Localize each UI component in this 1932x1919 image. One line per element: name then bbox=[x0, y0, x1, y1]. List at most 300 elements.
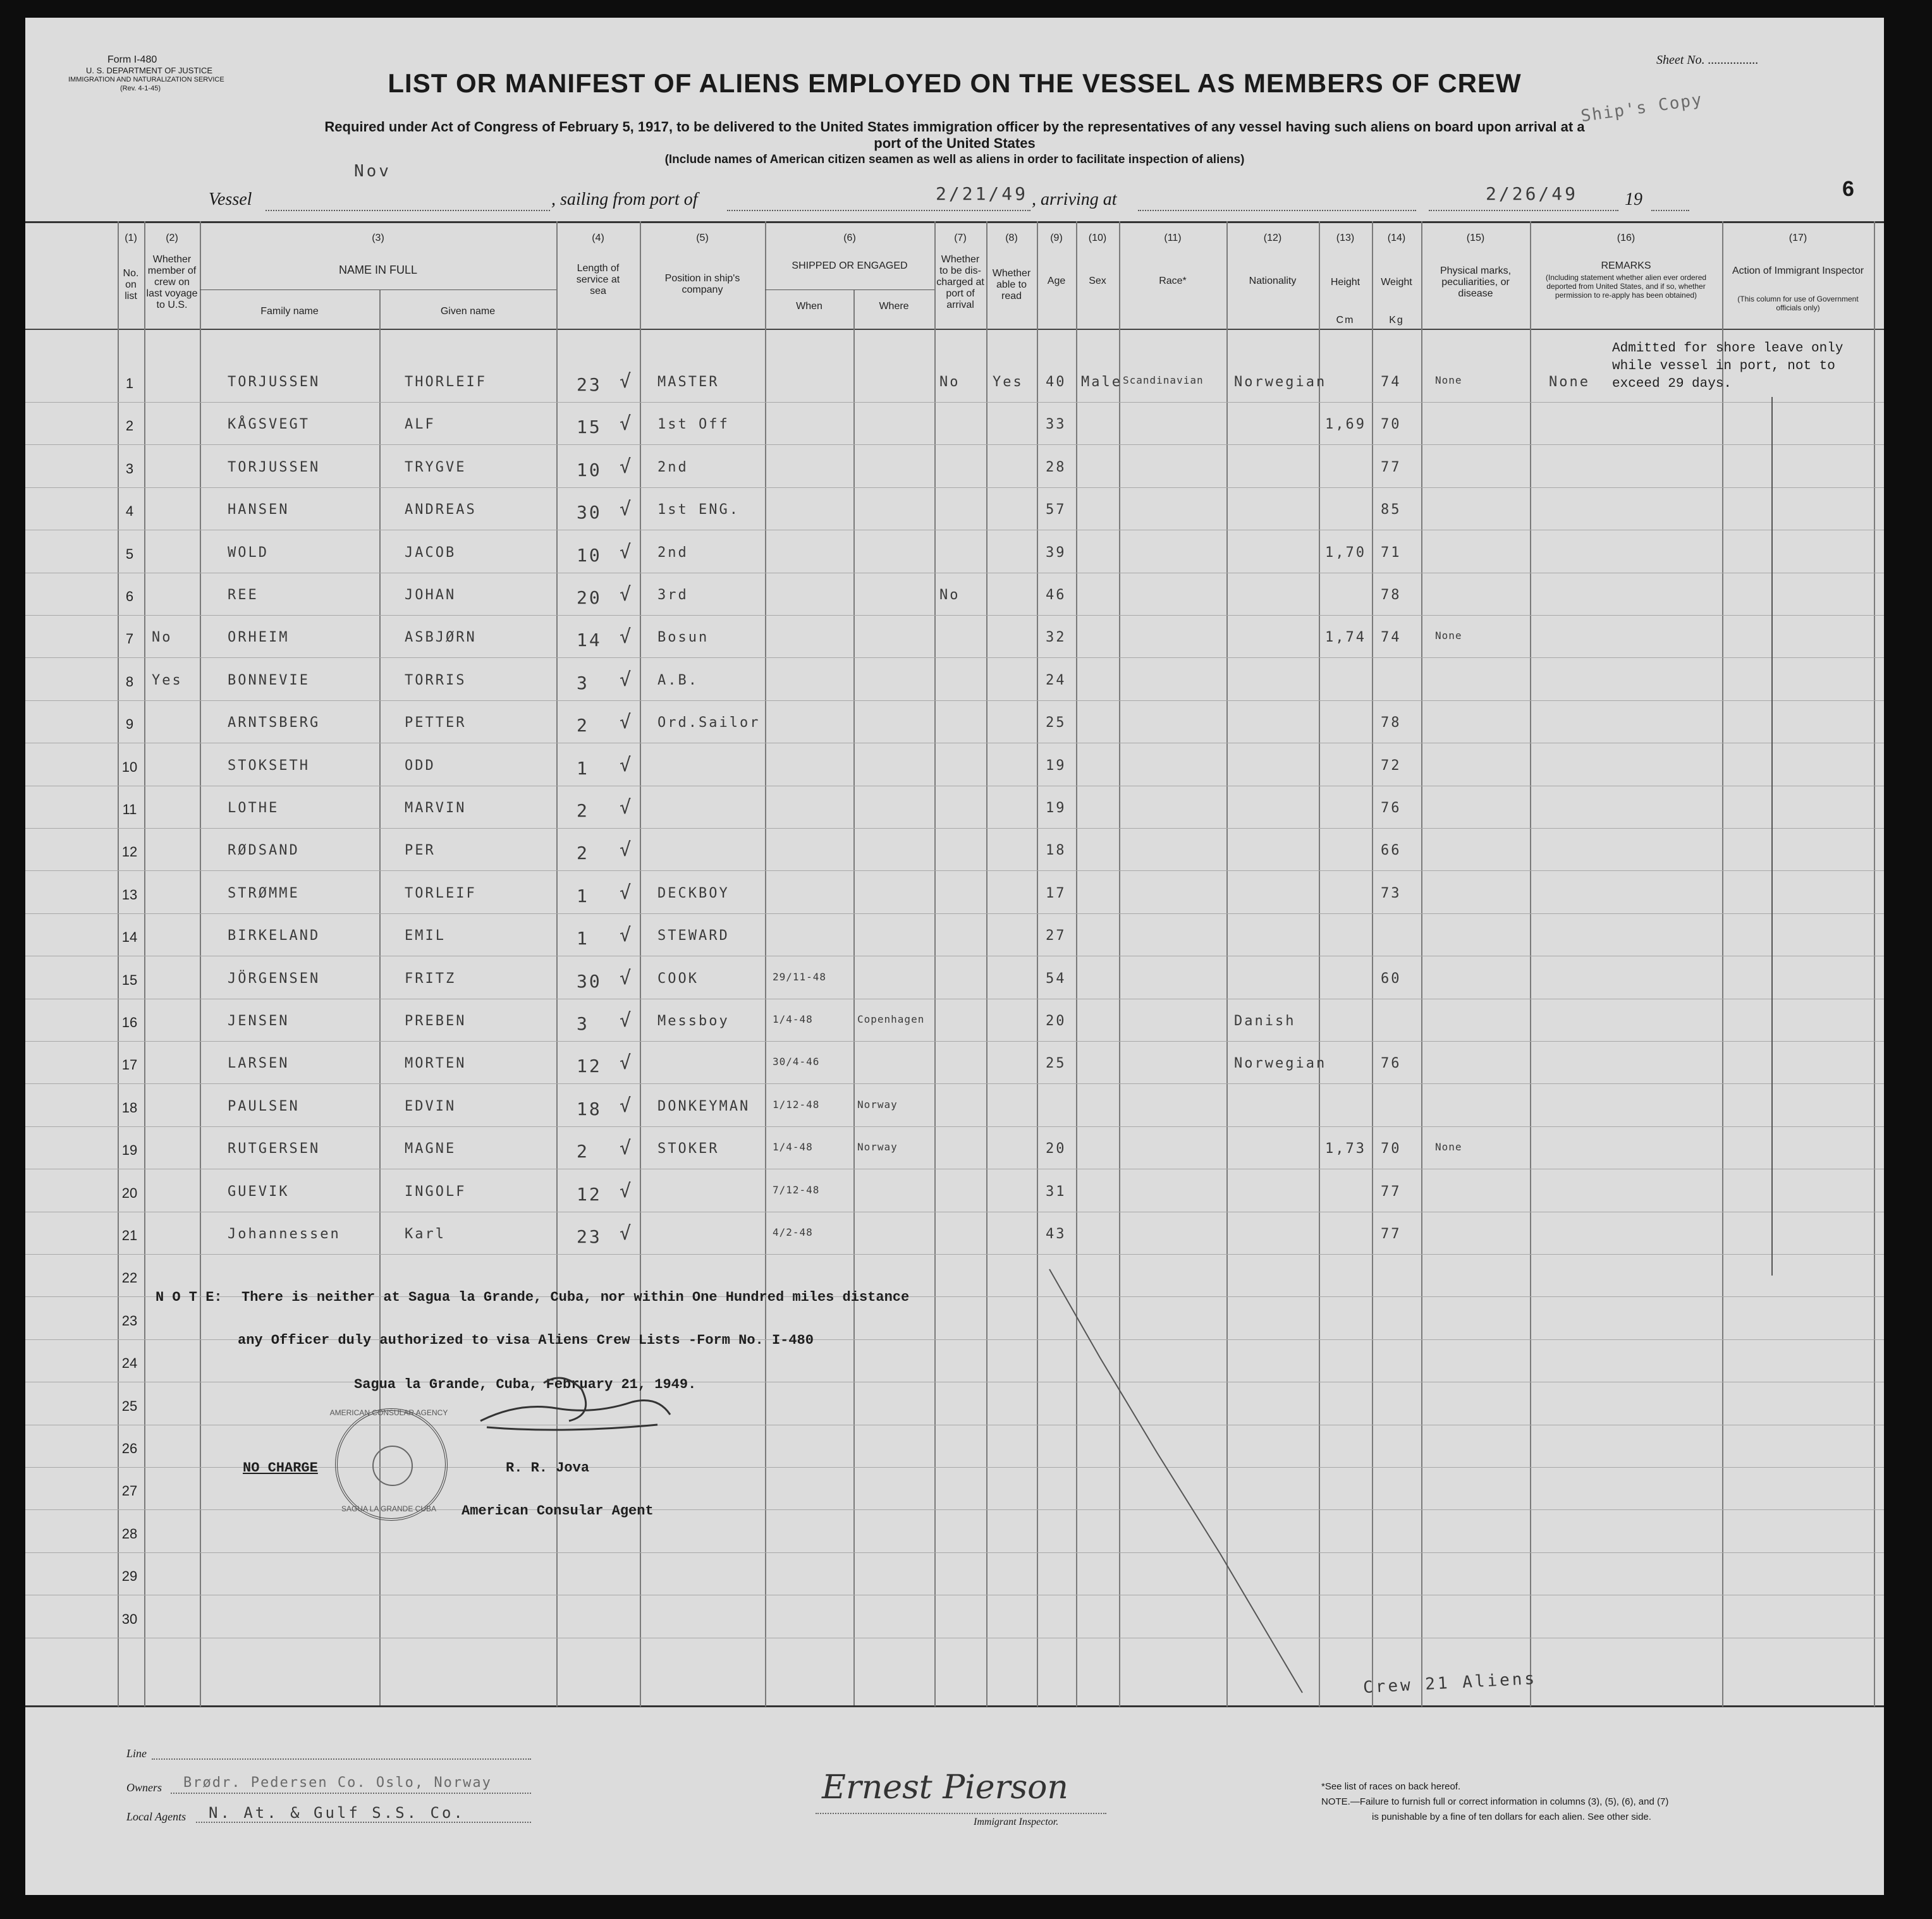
row-number: 1 bbox=[125, 375, 134, 391]
cell-age: 20 bbox=[1046, 1141, 1067, 1157]
cell-weight: 70 bbox=[1381, 417, 1402, 433]
cell-service: 12 bbox=[577, 1056, 602, 1077]
inspector-dotted bbox=[816, 1813, 1106, 1814]
cell-age: 19 bbox=[1046, 757, 1067, 774]
cell-age: 31 bbox=[1046, 1183, 1067, 1200]
ships-copy-note: Ship's Copy bbox=[1579, 90, 1704, 126]
service-check-mark: √ bbox=[620, 1179, 633, 1202]
row-number: 17 bbox=[121, 1057, 138, 1073]
arrival-date: 2/26/49 bbox=[1486, 183, 1579, 204]
cell-family: BONNEVIE bbox=[228, 672, 310, 688]
cell-given: TORRIS bbox=[405, 672, 467, 688]
year-label: 19 bbox=[1625, 190, 1642, 209]
service-check-mark: √ bbox=[620, 924, 633, 947]
service-check-mark: √ bbox=[620, 1094, 633, 1117]
cell-service: 30 bbox=[577, 502, 602, 523]
row-number: 27 bbox=[121, 1483, 138, 1499]
row-number: 9 bbox=[125, 716, 134, 733]
cell-family: HANSEN bbox=[228, 502, 290, 518]
service-label: IMMIGRATION AND NATURALIZATION SERVICE bbox=[68, 76, 224, 83]
cell-weight: 60 bbox=[1381, 970, 1402, 987]
col-10-number: (10) bbox=[1088, 233, 1107, 243]
cell-service: 23 bbox=[577, 374, 602, 395]
col-4-header: Length of service at sea bbox=[576, 263, 620, 296]
service-check-mark: √ bbox=[620, 839, 633, 862]
col-11-number: (11) bbox=[1164, 233, 1182, 243]
cell-given: PREBEN bbox=[405, 1013, 467, 1029]
cell-given: FRITZ bbox=[405, 970, 456, 987]
cell-service: 2 bbox=[577, 1141, 589, 1162]
col-8-number: (8) bbox=[1005, 233, 1018, 243]
cell-position: Ord.Sailor bbox=[657, 715, 761, 731]
line-label: Line bbox=[126, 1747, 147, 1760]
cell-when: 1/4-48 bbox=[773, 1013, 813, 1025]
cell-age: 17 bbox=[1046, 885, 1067, 901]
cell-family: GUEVIK bbox=[228, 1183, 290, 1200]
cell-family: REE bbox=[228, 587, 259, 603]
cell-given: PETTER bbox=[405, 715, 467, 731]
row-number: 8 bbox=[125, 673, 134, 690]
cell-position: STEWARD bbox=[657, 928, 730, 944]
cell-family: LARSEN bbox=[228, 1056, 290, 1072]
row-number: 21 bbox=[121, 1228, 138, 1243]
row-number: 15 bbox=[121, 972, 138, 988]
cell-service: 20 bbox=[577, 587, 602, 608]
row-number: 4 bbox=[125, 503, 134, 520]
consular-signature bbox=[468, 1364, 683, 1440]
cell-nationality: Danish bbox=[1234, 1013, 1296, 1029]
cell-where: Norway bbox=[857, 1141, 898, 1154]
cancel-line bbox=[1037, 1250, 1366, 1731]
cell-age: 19 bbox=[1046, 800, 1067, 816]
consular-title: American Consular Agent bbox=[462, 1503, 654, 1519]
cell-service: 23 bbox=[577, 1226, 602, 1247]
arriving-label: , arriving at bbox=[1032, 190, 1117, 209]
table-header-rule bbox=[25, 329, 1884, 330]
row-number: 24 bbox=[121, 1355, 138, 1372]
row-number: 18 bbox=[121, 1099, 138, 1116]
subtitle-line-3: (Include names of American citizen seamen as well as aliens in order to facilitate inspection of aliens) bbox=[664, 153, 1245, 166]
cell-weight: 78 bbox=[1381, 715, 1402, 731]
row-number: 11 bbox=[122, 801, 137, 817]
cell-family: STOKSETH bbox=[228, 757, 310, 774]
cell-weight: 85 bbox=[1381, 502, 1402, 518]
cell-position: 2nd bbox=[657, 459, 688, 475]
col-6-where-header: Where bbox=[879, 301, 909, 312]
cell-remarks: None bbox=[1549, 374, 1590, 390]
revision-label: (Rev. 4-1-45) bbox=[120, 85, 161, 92]
cell-position: COOK bbox=[657, 970, 699, 987]
cell-position: Bosun bbox=[657, 630, 709, 646]
cell-age: 25 bbox=[1046, 715, 1067, 731]
row-rule bbox=[25, 1552, 1884, 1553]
cell-given: ODD bbox=[405, 757, 436, 774]
cell-weight: 70 bbox=[1381, 1141, 1402, 1157]
cell-when: 1/12-48 bbox=[773, 1098, 820, 1111]
cell-service: 2 bbox=[577, 843, 589, 864]
cell-when: 30/4-46 bbox=[773, 1056, 820, 1068]
row-rule bbox=[25, 1126, 1884, 1127]
row-number: 12 bbox=[121, 844, 138, 860]
service-check-mark: √ bbox=[620, 498, 633, 521]
cell-marks: None bbox=[1435, 1141, 1462, 1154]
cell-family: STRØMME bbox=[228, 885, 300, 901]
cell-height: 1,74 bbox=[1325, 630, 1366, 646]
cell-age: 18 bbox=[1046, 843, 1067, 859]
col-12-number: (12) bbox=[1263, 233, 1282, 243]
cell-weight: 74 bbox=[1381, 374, 1402, 390]
cell-age: 39 bbox=[1046, 544, 1067, 561]
note-line-2: any Officer duly authorized to visa Aliens Crew Lists -Form No. I-480 bbox=[238, 1332, 814, 1348]
cell-given: TORLEIF bbox=[405, 885, 477, 901]
cell-family: JÖRGENSEN bbox=[228, 970, 321, 987]
cell-service: 2 bbox=[577, 715, 589, 736]
cell-service: 12 bbox=[577, 1183, 602, 1205]
cell-position: A.B. bbox=[657, 672, 699, 688]
cell-height: 1,69 bbox=[1325, 417, 1366, 433]
cell-age: 25 bbox=[1046, 1056, 1067, 1072]
cell-position: STOKER bbox=[657, 1141, 719, 1157]
cell-family: KÅGSVEGT bbox=[228, 417, 310, 433]
department-label: U. S. DEPARTMENT OF JUSTICE bbox=[86, 66, 213, 75]
cell-family: WOLD bbox=[228, 544, 269, 561]
cell-given: THORLEIF bbox=[405, 374, 487, 390]
manifest-sheet bbox=[25, 18, 1884, 1895]
col-13-number: (13) bbox=[1336, 233, 1355, 243]
cell-service: 2 bbox=[577, 800, 589, 821]
cell-family: PAULSEN bbox=[228, 1098, 300, 1114]
service-check-mark: √ bbox=[620, 1137, 633, 1160]
service-check-mark: √ bbox=[620, 1052, 633, 1075]
service-check-mark: √ bbox=[620, 753, 633, 776]
row-rule bbox=[25, 1509, 1884, 1510]
cell-age: 28 bbox=[1046, 459, 1067, 475]
service-check-mark: √ bbox=[620, 1222, 633, 1245]
cell-service: 15 bbox=[577, 417, 602, 438]
footer-note-3: is punishable by a fine of ten dollars for each alien. See other side. bbox=[1372, 1812, 1651, 1822]
cell-weight: 66 bbox=[1381, 843, 1402, 859]
cell-weight: 72 bbox=[1381, 757, 1402, 774]
row-rule bbox=[25, 700, 1884, 701]
subtitle-line-2: port of the United States bbox=[874, 135, 1036, 151]
cell-given: MAGNE bbox=[405, 1141, 456, 1157]
cell-given: MORTEN bbox=[405, 1056, 467, 1072]
cell-where: Copenhagen bbox=[857, 1013, 925, 1025]
cell-age: 43 bbox=[1046, 1226, 1067, 1242]
cell-service: 1 bbox=[577, 928, 589, 949]
row-number: 7 bbox=[125, 631, 134, 647]
cell-service: 10 bbox=[577, 544, 602, 566]
col-15-number: (15) bbox=[1466, 233, 1485, 243]
cell-given: ASBJØRN bbox=[405, 630, 477, 646]
service-check-mark: √ bbox=[620, 1009, 633, 1032]
service-check-mark: √ bbox=[620, 413, 633, 436]
cell-family: TORJUSSEN bbox=[228, 459, 321, 475]
cell-age: 27 bbox=[1046, 928, 1067, 944]
cell-position: 2nd bbox=[657, 544, 688, 561]
col-5-header: Position in ship's company bbox=[664, 273, 740, 295]
cell-age: 20 bbox=[1046, 1013, 1067, 1029]
row-rule bbox=[25, 1041, 1884, 1042]
cell-position: DECKBOY bbox=[657, 885, 730, 901]
col-16-header: REMARKS bbox=[1601, 260, 1651, 271]
col-6-number: (6) bbox=[843, 233, 856, 243]
service-check-mark: √ bbox=[620, 668, 633, 691]
service-check-mark: √ bbox=[620, 966, 633, 989]
cell-service: 3 bbox=[577, 1013, 589, 1034]
cell-age: 46 bbox=[1046, 587, 1067, 603]
row-number: 26 bbox=[121, 1441, 138, 1456]
col-17-number: (17) bbox=[1788, 233, 1807, 243]
cell-position: 1st ENG. bbox=[657, 502, 740, 518]
cell-service: 10 bbox=[577, 459, 602, 480]
admitted-stamp-line-3: exceed 29 days. bbox=[1612, 377, 1732, 391]
col-1-header: No. on list bbox=[123, 268, 139, 302]
row-rule bbox=[25, 828, 1884, 829]
col-16-number: (16) bbox=[1617, 233, 1635, 243]
sailing-date: 2/21/49 bbox=[936, 183, 1029, 204]
consular-stamp-top-text: AMERICAN CONSULAR AGENCY bbox=[329, 1408, 448, 1417]
cell-when: 7/12-48 bbox=[773, 1183, 820, 1196]
col-2-number: (2) bbox=[166, 233, 178, 243]
col-13-header: Height bbox=[1330, 277, 1360, 288]
cell-family: Johannessen bbox=[228, 1226, 341, 1242]
row-rule bbox=[25, 444, 1884, 445]
col-17-subheader: (This column for use of Government officials only) bbox=[1737, 295, 1859, 312]
col-14-unit: Kg bbox=[1389, 315, 1404, 326]
cell-given: ALF bbox=[405, 417, 436, 433]
agents-label: Local Agents bbox=[126, 1810, 186, 1823]
date-dotted-line bbox=[1429, 210, 1618, 211]
cell-nationality: Norwegian bbox=[1234, 374, 1327, 390]
col-7-header: Whether to be dis-charged at port of arrival bbox=[936, 254, 984, 310]
vessel-label: Vessel bbox=[209, 190, 252, 209]
cell-age: 32 bbox=[1046, 630, 1067, 646]
col-2-header: Whether member of crew on last voyage to U.S. bbox=[146, 254, 198, 310]
col-8-header: Whether able to read bbox=[992, 268, 1031, 302]
service-check-mark: √ bbox=[620, 711, 633, 734]
cell-weight: 77 bbox=[1381, 1183, 1402, 1200]
col-14-number: (14) bbox=[1387, 233, 1406, 243]
row-number: 3 bbox=[125, 460, 134, 477]
cell-age: 33 bbox=[1046, 417, 1067, 433]
row-number: 25 bbox=[121, 1398, 138, 1414]
col-6-header: SHIPPED OR ENGAGED bbox=[792, 260, 908, 271]
row-number: 28 bbox=[121, 1525, 138, 1542]
row-rule bbox=[25, 487, 1884, 488]
cell-race: Scandinavian bbox=[1123, 374, 1204, 386]
service-check-mark: √ bbox=[620, 455, 633, 478]
row-rule bbox=[25, 1254, 1884, 1255]
cell-age: 54 bbox=[1046, 970, 1067, 987]
col-4-number: (4) bbox=[592, 233, 604, 243]
cell-when: 29/11-48 bbox=[773, 970, 827, 983]
year-dotted-line bbox=[1651, 210, 1689, 211]
cell-marks: None bbox=[1435, 374, 1462, 386]
admitted-stamp-line-1: Admitted for shore leave only bbox=[1612, 341, 1843, 356]
crew-total-note: Crew 21 Aliens bbox=[1362, 1669, 1538, 1698]
cell-family: TORJUSSEN bbox=[228, 374, 321, 390]
service-check-mark: √ bbox=[620, 370, 633, 393]
cell-given: Karl bbox=[405, 1226, 446, 1242]
page-title: LIST OR MANIFEST OF ALIENS EMPLOYED ON THE VESSEL AS MEMBERS OF CREW bbox=[388, 68, 1522, 98]
service-check-mark: √ bbox=[620, 583, 633, 606]
cell-given: MARVIN bbox=[405, 800, 467, 816]
inspector-label: Immigrant Inspector. bbox=[974, 1817, 1059, 1827]
cell-position: Messboy bbox=[657, 1013, 730, 1029]
row-number: 10 bbox=[121, 758, 138, 775]
cell-family: LOTHE bbox=[228, 800, 279, 816]
cell-given: INGOLF bbox=[405, 1183, 467, 1200]
owners-value: Brødr. Pedersen Co. Oslo, Norway bbox=[183, 1775, 492, 1791]
vessel-dotted-line bbox=[266, 210, 550, 211]
col-10-header: Sex bbox=[1089, 276, 1106, 286]
cell-given: EMIL bbox=[405, 928, 446, 944]
cell-service: 14 bbox=[577, 630, 602, 651]
arriving-dotted-line bbox=[1138, 210, 1416, 211]
cell-given: JACOB bbox=[405, 544, 456, 561]
note-line-1: There is neither at Sagua la Grande, Cuba, nor within One Hundred miles distance bbox=[242, 1289, 910, 1305]
owners-dotted bbox=[171, 1793, 531, 1794]
cell-age: 24 bbox=[1046, 672, 1067, 688]
col-3-family-header: Family name bbox=[260, 306, 319, 317]
row-rule bbox=[25, 615, 1884, 616]
page-number: 6 bbox=[1842, 177, 1854, 201]
cell-when: 4/2-48 bbox=[773, 1226, 813, 1238]
cell-position: DONKEYMAN bbox=[657, 1098, 750, 1114]
service-check-mark: √ bbox=[620, 881, 633, 904]
no-charge: NO CHARGE bbox=[243, 1460, 318, 1476]
cell-given: PER bbox=[405, 843, 436, 859]
cell-c2: No bbox=[152, 630, 173, 646]
col-15-header: Physical marks, peculiarities, or disease bbox=[1440, 265, 1512, 299]
cell-weight: 77 bbox=[1381, 1226, 1402, 1242]
cell-service: 1 bbox=[577, 757, 589, 779]
service-check-mark: √ bbox=[620, 540, 633, 563]
cell-given: JOHAN bbox=[405, 587, 456, 603]
cell-service: 30 bbox=[577, 970, 602, 992]
cell-given: TRYGVE bbox=[405, 459, 467, 475]
row-number: 2 bbox=[125, 418, 134, 434]
col-16-subheader: (Including statement whether alien ever ordered deported from United States, and if so, whether permission to re-apply has been obtained) bbox=[1545, 273, 1707, 300]
service-check-mark: √ bbox=[620, 796, 633, 819]
col-7-number: (7) bbox=[954, 233, 967, 243]
sailing-dotted-line bbox=[727, 210, 1030, 211]
col-9-header: Age bbox=[1047, 276, 1066, 286]
cell-height: 1,73 bbox=[1325, 1141, 1366, 1157]
row-number: 20 bbox=[121, 1185, 138, 1201]
cell-age: 57 bbox=[1046, 502, 1067, 518]
cell-service: 3 bbox=[577, 672, 589, 693]
cell-weight: 71 bbox=[1381, 544, 1402, 561]
col-14-header: Weight bbox=[1381, 277, 1412, 288]
row-number: 6 bbox=[125, 588, 134, 604]
inspector-signature: Ernest Pierson bbox=[822, 1769, 1068, 1806]
cell-nationality: Norwegian bbox=[1234, 1056, 1327, 1072]
row-number: 5 bbox=[125, 545, 134, 562]
row-number: 14 bbox=[121, 929, 138, 946]
col-5-number: (5) bbox=[696, 233, 709, 243]
cell-discharged: No bbox=[939, 587, 960, 603]
cell-weight: 76 bbox=[1381, 800, 1402, 816]
col-3-header: NAME IN FULL bbox=[338, 264, 418, 276]
row-rule bbox=[25, 913, 1884, 914]
cell-family: JENSEN bbox=[228, 1013, 290, 1029]
cell-weight: 78 bbox=[1381, 587, 1402, 603]
sailing-label: , sailing from port of bbox=[551, 190, 698, 209]
agents-dotted bbox=[196, 1822, 531, 1823]
subtitle-line-1: Required under Act of Congress of February 5, 1917, to be delivered to the United States immigration officer by the representatives of any vessel having such aliens on board upon arrival at a bbox=[324, 119, 1585, 135]
consular-signer: R. R. Jova bbox=[506, 1460, 590, 1476]
cell-height: 1,70 bbox=[1325, 544, 1366, 561]
col-11-header: Race* bbox=[1159, 276, 1187, 286]
cell-service: 1 bbox=[577, 885, 589, 906]
row-rule bbox=[25, 1083, 1884, 1084]
col-17-pencil-line bbox=[1771, 397, 1773, 1276]
cell-family: BIRKELAND bbox=[228, 928, 321, 944]
cell-sex: Male bbox=[1081, 374, 1122, 390]
owners-label: Owners bbox=[126, 1781, 162, 1794]
cell-weight: 76 bbox=[1381, 1056, 1402, 1072]
col-17-header: Action of Immigrant Inspector bbox=[1732, 265, 1864, 276]
row-number: 22 bbox=[121, 1270, 138, 1286]
row-rule bbox=[25, 402, 1884, 403]
cell-age: 40 bbox=[1046, 374, 1067, 390]
form-number: Form I-480 bbox=[107, 54, 157, 65]
consular-stamp-bottom-text: SAGUA LA GRANDE CUBA bbox=[341, 1504, 437, 1513]
cell-marks: None bbox=[1435, 630, 1462, 642]
service-check-mark: √ bbox=[620, 626, 633, 649]
row-number: 30 bbox=[121, 1611, 138, 1627]
cell-weight: 74 bbox=[1381, 630, 1402, 646]
cell-position: MASTER bbox=[657, 374, 719, 390]
row-number: 16 bbox=[121, 1014, 138, 1030]
cell-read: Yes bbox=[993, 374, 1024, 390]
col-9-number: (9) bbox=[1050, 233, 1063, 243]
col-6-when-header: When bbox=[796, 301, 822, 312]
note-line-3: Sagua la Grande, Cuba, February 21, 1949. bbox=[354, 1377, 697, 1392]
footer-note-2: NOTE.—Failure to furnish full or correct information in columns (3), (5), (6), and (7) bbox=[1321, 1796, 1669, 1807]
cell-when: 1/4-48 bbox=[773, 1141, 813, 1154]
table-bottom-rule bbox=[25, 1705, 1884, 1707]
agents-value: N. At. & Gulf S.S. Co. bbox=[209, 1804, 465, 1822]
cell-discharged: No bbox=[939, 374, 960, 390]
table-top-rule bbox=[25, 221, 1884, 223]
col-1-number: (1) bbox=[125, 233, 137, 243]
row-number: 13 bbox=[121, 886, 138, 903]
vessel-value: Nov bbox=[354, 162, 391, 181]
cell-given: ANDREAS bbox=[405, 502, 477, 518]
cell-position: 3rd bbox=[657, 587, 688, 603]
cell-family: ORHEIM bbox=[228, 630, 290, 646]
col-12-header: Nationality bbox=[1249, 276, 1297, 286]
row-number: 19 bbox=[121, 1142, 138, 1159]
col-13-unit: Cm bbox=[1336, 315, 1355, 326]
note-label: N O T E: bbox=[156, 1289, 223, 1305]
cell-family: RØDSAND bbox=[228, 843, 300, 859]
admitted-stamp-line-2: while vessel in port, not to bbox=[1612, 359, 1835, 374]
cell-where: Norway bbox=[857, 1098, 898, 1111]
cell-c2: Yes bbox=[152, 672, 183, 688]
cell-family: ARNTSBERG bbox=[228, 715, 321, 731]
col-3-number: (3) bbox=[372, 233, 384, 243]
footer-note-1: *See list of races on back hereof. bbox=[1321, 1781, 1461, 1792]
cell-service: 18 bbox=[577, 1098, 602, 1119]
row-rule bbox=[25, 657, 1884, 658]
row-rule bbox=[25, 870, 1884, 871]
line-dotted bbox=[152, 1758, 531, 1760]
cell-weight: 73 bbox=[1381, 885, 1402, 901]
